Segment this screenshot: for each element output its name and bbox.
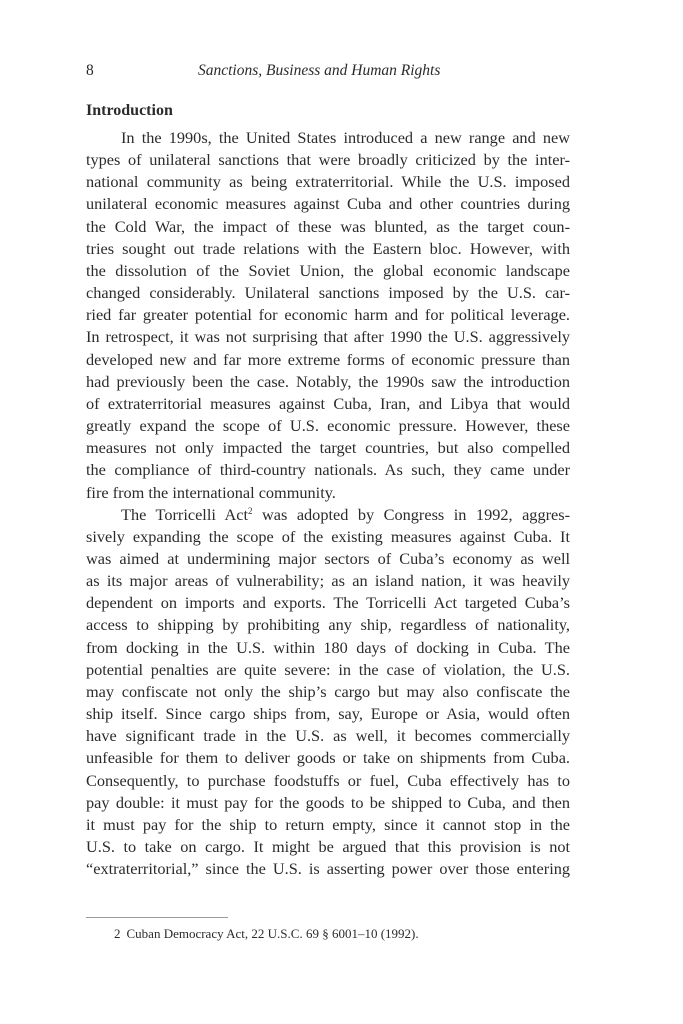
text-line: access to shipping by prohibiting any ship, regardless of nationality, xyxy=(86,615,570,635)
text-line: as its major areas of vulnerability; as an island nation, it was heavily xyxy=(86,571,570,591)
text-line: measures not only impacted the target countries, but also compelled xyxy=(86,438,570,458)
running-head xyxy=(86,62,570,84)
text-line: have significant trade in the U.S. as well, it becomes commercially xyxy=(86,726,570,746)
text-line: greatly expand the scope of U.S. economic pressure. However, these xyxy=(86,416,570,436)
text-line: potential penalties are quite severe: in the case of violation, the U.S. xyxy=(86,659,570,679)
text-line: from docking in the U.S. within 180 days of docking in Cuba. The xyxy=(86,637,570,657)
text-line: the Cold War, the impact of these was blunted, as the target coun- xyxy=(86,216,570,236)
text-line: national community as being extraterritorial. While the U.S. imposed xyxy=(86,172,570,192)
text-line: developed new and far more extreme forms of economic pressure than xyxy=(86,349,570,369)
text-line: unilateral economic measures against Cuba and other countries during xyxy=(86,194,570,214)
text-line: it must pay for the ship to return empty, since it cannot stop in the xyxy=(86,814,570,834)
text-line: the dissolution of the Soviet Union, the global economic landscape xyxy=(86,260,570,280)
text-line: fire from the international community. xyxy=(86,482,336,502)
footnote xyxy=(114,926,419,942)
body-text xyxy=(86,127,570,880)
text-line: changed considerably. Unilateral sanctions imposed by the U.S. car- xyxy=(86,283,570,303)
text-line: In the 1990s, the United States introduced a new range and new xyxy=(121,128,570,147)
text-line: types of unilateral sanctions that were broadly criticized by the inter- xyxy=(86,150,570,170)
text-line: pay double: it must pay for the goods to be shipped to Cuba, and then xyxy=(86,792,570,812)
text-line xyxy=(86,504,570,526)
text-line: had previously been the case. Notably, the 1990s saw the introduction xyxy=(86,371,570,391)
text-line: tries sought out trade relations with the Eastern bloc. However, with xyxy=(86,238,570,258)
text-line: may confiscate not only the ship’s cargo but may also confiscate the xyxy=(86,681,570,701)
section-heading: Introduction xyxy=(86,102,173,119)
text-line: the compliance of third-country nationals. As such, they came under xyxy=(86,460,570,480)
page-number: 8 xyxy=(86,62,94,79)
text-line: “extraterritorial,” since the U.S. is asserting power over those entering xyxy=(86,859,570,879)
text-line: unfeasible for them to deliver goods or take on shipments from Cuba. xyxy=(86,748,570,768)
footnote-number: 2 xyxy=(114,926,121,941)
text-fragment: The Torricelli Act xyxy=(121,504,248,524)
text-line: sively expanding the scope of the existing measures against Cuba. It xyxy=(86,526,570,546)
text-line: U.S. to take on cargo. It might be argued that this provision is not xyxy=(86,837,570,856)
book-title: Sanctions, Business and Human Rights xyxy=(198,62,441,79)
footnote-reference[interactable]: 2 xyxy=(247,505,253,516)
text-line: dependent on imports and exports. The Torricelli Act targeted Cuba’s xyxy=(86,593,570,613)
paragraph-1 xyxy=(86,127,570,504)
text-line: Consequently, to purchase foodstuffs or fuel, Cuba effectively has to xyxy=(86,770,570,790)
footnote-divider xyxy=(86,917,228,918)
text-line: of extraterritorial measures against Cuba, Iran, and Libya that would xyxy=(86,393,570,413)
text-line: ried far greater potential for economic harm and for political leverage. xyxy=(86,305,570,325)
text-line: was aimed at undermining major sectors of Cuba’s economy as well xyxy=(86,548,570,568)
footnote-text: Cuban Democracy Act, 22 U.S.C. 69 § 6001–10 (1992). xyxy=(126,926,419,941)
paragraph-2 xyxy=(86,504,570,881)
text-line: In retrospect, it was not surprising that after 1990 the U.S. aggressively xyxy=(86,327,570,347)
text-fragment: was adopted by Congress in 1992, aggres- xyxy=(252,504,570,524)
text-line: ship itself. Since cargo ships from, say, Europe or Asia, would often xyxy=(86,704,570,724)
